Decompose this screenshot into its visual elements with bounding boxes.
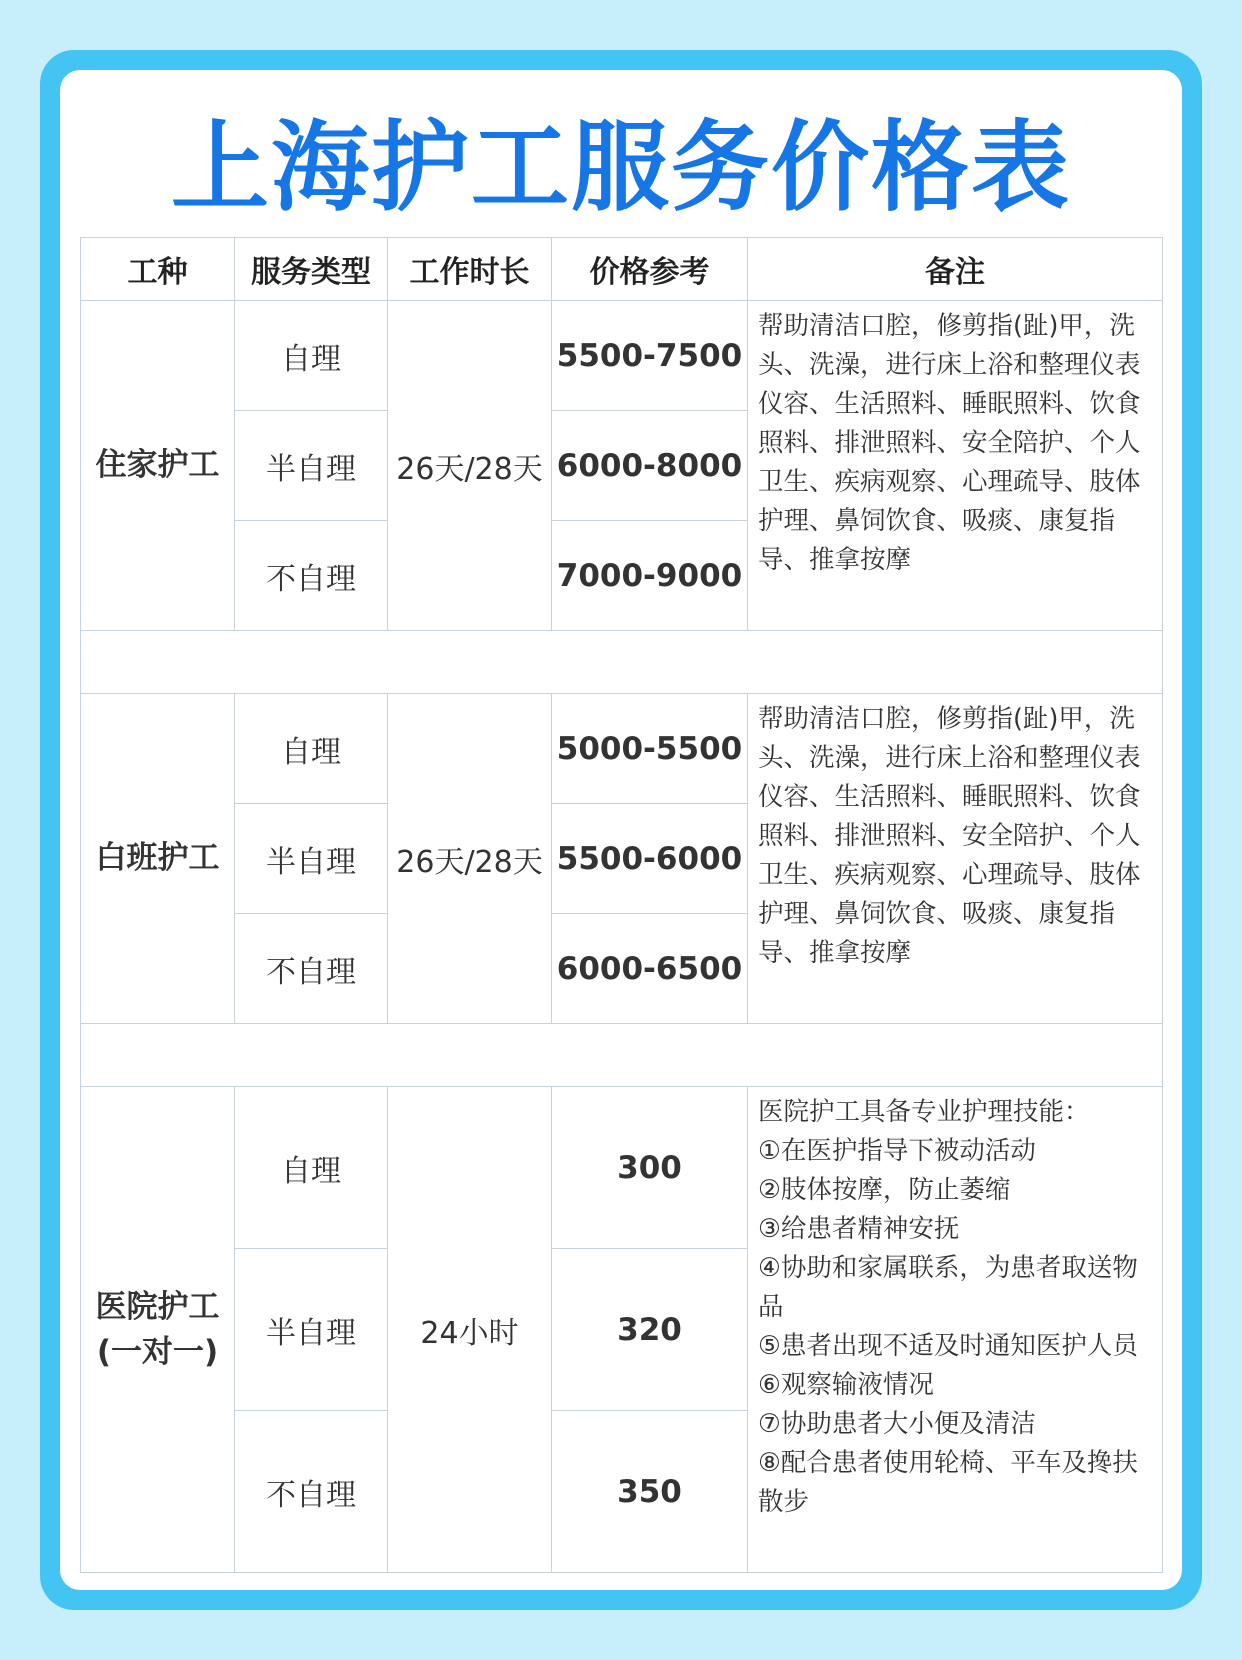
- worker-type-live-in: 住家护工: [81, 301, 235, 631]
- page-title: 上海护工服务价格表: [170, 111, 1071, 225]
- spacer-row: [81, 631, 1163, 694]
- header-row: [81, 238, 1163, 301]
- work-duration: 26天/28天: [388, 301, 552, 631]
- note-line: ⑤患者出现不适及时通知医护人员: [758, 1331, 1138, 1361]
- note-text: 帮助清洁口腔，修剪指(趾)甲，洗头、洗澡，进行床上浴和整理仪表仪容、生活照料、睡眠照料、饮食照料、排泄照料、安全陪护、个人卫生、疾病观察、心理疏导、肢体护理、鼻饲饮食、吸痰、康复指导、推拿按摩: [748, 301, 1163, 631]
- spacer-row: [81, 1024, 1163, 1087]
- work-duration: 24小时: [388, 1087, 552, 1573]
- table-row: [81, 301, 1163, 411]
- note-line: 医院护工具备专业护理技能：: [758, 1097, 1090, 1127]
- service-type: 不自理: [235, 521, 388, 631]
- note-line: ⑧配合患者使用轮椅、平车及搀扶散步: [758, 1448, 1138, 1517]
- note-line: ④协助和家属联系，为患者取送物品: [758, 1253, 1138, 1322]
- service-type: 自理: [235, 694, 388, 804]
- table-row: [81, 694, 1163, 804]
- worker-type-line1: 医院护工: [95, 1288, 220, 1325]
- worker-type-line2: (一对一): [96, 1333, 219, 1370]
- header-worker-type: 工种: [81, 238, 235, 301]
- note-line: ⑥观察输液情况: [758, 1370, 934, 1400]
- worker-type-hospital: [81, 1087, 235, 1573]
- service-type: 不自理: [235, 914, 388, 1024]
- service-type: 半自理: [235, 1249, 388, 1411]
- note-line: ③给患者精神安抚: [758, 1214, 960, 1244]
- price-value: 300: [552, 1087, 748, 1249]
- note-text: 帮助清洁口腔，修剪指(趾)甲，洗头、洗澡，进行床上浴和整理仪表仪容、生活照料、睡眠照料、饮食照料、排泄照料、安全陪护、个人卫生、疾病观察、心理疏导、肢体护理、鼻饲饮食、吸痰、康复指导、推拿按摩: [748, 694, 1163, 1024]
- price-value: 6000-6500: [552, 914, 748, 1024]
- price-value: 320: [552, 1249, 748, 1411]
- header-price: 价格参考: [552, 238, 748, 301]
- service-type: 半自理: [235, 804, 388, 914]
- table-row: [81, 1087, 1163, 1249]
- service-type: 自理: [235, 301, 388, 411]
- price-table: [80, 237, 1163, 1573]
- price-value: 7000-9000: [552, 521, 748, 631]
- header-duration: 工作时长: [388, 238, 552, 301]
- price-value: 5500-6000: [552, 804, 748, 914]
- header-note: 备注: [748, 238, 1163, 301]
- price-value: 5000-5500: [552, 694, 748, 804]
- service-type: 自理: [235, 1087, 388, 1249]
- work-duration: 26天/28天: [388, 694, 552, 1024]
- note-list: [748, 1087, 1163, 1573]
- note-line: ⑦协助患者大小便及清洁: [758, 1409, 1036, 1439]
- note-line: ①在医护指导下被动活动: [758, 1136, 1036, 1166]
- note-line: ②肢体按摩，防止萎缩: [758, 1175, 1011, 1205]
- price-value: 5500-7500: [552, 301, 748, 411]
- service-type: 半自理: [235, 411, 388, 521]
- price-value: 6000-8000: [552, 411, 748, 521]
- service-type: 不自理: [235, 1411, 388, 1573]
- worker-type-day-shift: 白班护工: [81, 694, 235, 1024]
- price-value: 350: [552, 1411, 748, 1573]
- header-service-type: 服务类型: [235, 238, 388, 301]
